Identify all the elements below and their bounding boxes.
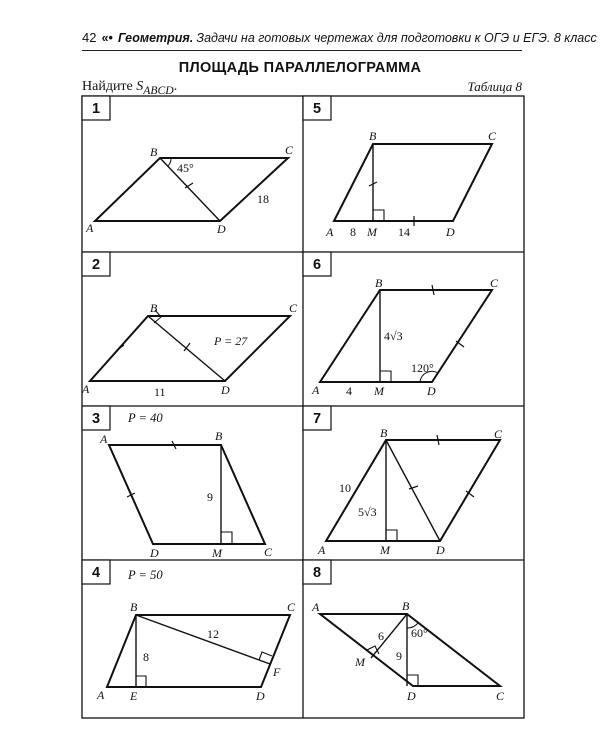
vertex-label: A: [318, 543, 326, 557]
right-angle-mark: [380, 371, 391, 382]
problem-number-2: 2: [91, 257, 101, 273]
problem-8-figure: [311, 599, 505, 703]
table-label: Таблица 8: [467, 79, 522, 94]
diagonal-bd-7: [386, 440, 440, 541]
book-title: Геометрия.: [118, 31, 194, 45]
vertex-label: A: [82, 382, 90, 396]
problem-3-figure: [99, 411, 273, 560]
area-symbol: S: [136, 79, 144, 94]
vertex-label: C: [289, 301, 298, 315]
vertex-label: D: [150, 546, 159, 560]
vertex-label: C: [490, 276, 499, 290]
vertex-label: C: [496, 689, 505, 703]
vertex-label: C: [285, 143, 294, 157]
vertex-label: C: [488, 129, 497, 143]
value-label: 4: [346, 384, 352, 398]
problem-1-figure: [85, 143, 294, 236]
book-subtitle: Задачи на готовых чертежах для подготовки к ОГЭ и ЕГЭ. 8 класс: [196, 31, 597, 45]
vertex-label: D: [427, 384, 436, 398]
number-boxes: [82, 96, 331, 584]
vertex-label: C: [287, 600, 296, 614]
value-label: 14: [398, 225, 410, 239]
angle-arc: [168, 158, 171, 166]
vertex-label: D: [436, 543, 445, 557]
vertex-label: A: [97, 688, 105, 702]
value-label: 9: [396, 649, 402, 663]
vertex-label: B: [369, 129, 377, 143]
right-angle-mark: [373, 210, 384, 221]
problem-number-1: 1: [91, 101, 101, 117]
value-label: 11: [154, 385, 166, 399]
vertex-label: D: [221, 383, 230, 397]
problem-condition: P = 50: [128, 568, 163, 582]
value-label: 120°: [411, 361, 434, 375]
value-label: 45°: [177, 161, 194, 175]
problem-5-figure: [325, 129, 497, 239]
instruction: Найдите $S_{ABCD}$.: [82, 79, 178, 97]
vertex-label: D: [407, 689, 416, 703]
value-label: 10: [339, 481, 351, 495]
problem-number-6: 6: [312, 257, 322, 273]
vertex-label: F: [273, 665, 281, 679]
value-label: 8: [350, 225, 356, 239]
vertex-label: A: [326, 225, 334, 239]
parallelogram-6: [320, 290, 492, 382]
right-angle-mark: [259, 652, 272, 660]
problem-2-figure: [81, 301, 298, 399]
height-bf: [136, 615, 270, 664]
vertex-label: M: [212, 546, 222, 560]
value-label: 5√3: [358, 505, 377, 519]
vertex-label: M: [380, 543, 390, 557]
vertex-label: D: [256, 689, 265, 703]
vertex-label: M: [355, 655, 365, 669]
right-angle-mark: [221, 532, 232, 544]
vertex-label: B: [150, 145, 158, 159]
tick-mark: [122, 187, 130, 195]
vertex-label: D: [446, 225, 455, 239]
vertex-label: A: [86, 221, 94, 235]
page-title: ПЛОЩАДЬ ПАРАЛЛЕЛОГРАММА: [178, 60, 422, 76]
vertex-label: B: [402, 599, 410, 613]
problem-condition: P = 40: [128, 411, 163, 425]
parallelogram-4: [107, 615, 290, 687]
right-angle-mark: [386, 530, 397, 541]
value-label: 18: [257, 192, 269, 206]
problem-6-figure: [311, 276, 499, 398]
problem-number-7: 7: [312, 411, 322, 427]
parallelogram-5: [334, 144, 492, 221]
vertex-label: C: [494, 427, 503, 441]
vertex-label: D: [217, 222, 226, 236]
value-label: P = 27: [214, 334, 248, 348]
value-label: 8: [143, 650, 149, 664]
vertex-label: E: [130, 689, 138, 703]
vertex-label: A: [312, 383, 320, 397]
vertex-label: A: [100, 432, 108, 446]
page-number: 42: [82, 30, 97, 45]
problem-number-8: 8: [312, 565, 322, 581]
problem-7-figure: [317, 426, 503, 557]
vertex-label: M: [374, 384, 384, 398]
problem-number-5: 5: [312, 101, 322, 117]
value-label: 9: [207, 490, 213, 504]
value-label: 4√3: [384, 329, 403, 343]
vertex-label: B: [380, 426, 388, 440]
right-angle-mark: [136, 676, 146, 687]
vertex-label: A: [312, 600, 320, 614]
value-label: 6: [378, 629, 384, 643]
area-subscript: ABCD: [143, 83, 174, 97]
problem-4-figure: [96, 568, 296, 703]
value-label: 60°: [411, 626, 428, 640]
vertex-label: M: [367, 225, 377, 239]
section-mark-icon: «•: [101, 31, 113, 45]
vertex-label: C: [264, 545, 273, 559]
value-label: 12: [207, 627, 219, 641]
problem-number-3: 3: [91, 411, 101, 427]
vertex-label: B: [130, 600, 138, 614]
vertex-label: B: [150, 301, 158, 315]
vertex-label: B: [215, 429, 223, 443]
problem-number-4: 4: [91, 565, 101, 581]
vertex-label: B: [375, 276, 383, 290]
instruction-text: Найдите: [82, 79, 133, 94]
